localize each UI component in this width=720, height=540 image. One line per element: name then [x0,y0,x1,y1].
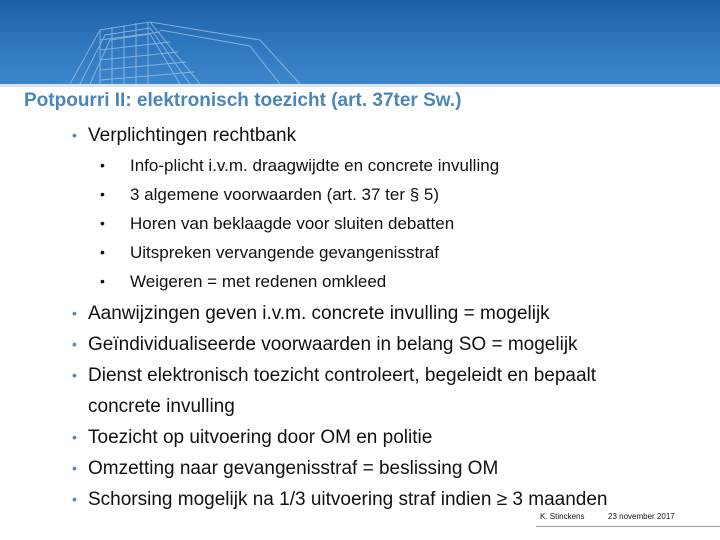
bullet-icon: • [72,491,77,507]
list-item-text: Verplichtingen rechtbank [88,125,297,146]
footer-date: 23 november 2017 [608,512,675,521]
bullet-icon: • [72,127,77,143]
header-divider [0,84,720,87]
list-item [72,298,702,329]
list-item-text: Geïndividualiseerde voorwaarden in belang SO = mogelijk [88,334,578,355]
list-item-text: Schorsing mogelijk na 1/3 uitvoering straf indien ≥ 3 maanden [88,489,608,510]
list-item-text: Dienst elektronisch toezicht controleert, begeleidt en bepaalt [88,365,597,386]
bullet-icon: • [72,429,77,445]
bullet-icon: • [100,157,105,173]
bullet-list-sub [100,151,499,296]
building-illustration [0,0,720,84]
slide-title: Potpourri II: elektronisch toezicht (art. 37ter Sw.) [24,90,462,111]
bullet-icon: • [72,460,77,476]
bullet-icon: • [100,215,105,231]
list-item [72,484,702,515]
list-item-text: Weigeren = met redenen omkleed [130,272,387,291]
bullet-list-main [72,120,296,151]
list-item [100,209,499,238]
list-item-text: 3 algemene voorwaarden (art. 37 ter § 5) [130,185,440,204]
bullet-icon: • [100,186,105,202]
list-item-text: Toezicht op uitvoering door OM en politie [88,427,433,448]
list-item-text-continued: concrete invulling [88,396,235,417]
list-item-text: Omzetting naar gevangenisstraf = beslissing OM [88,458,499,479]
bullet-icon: • [72,336,77,352]
list-item-text: Info-plicht i.v.m. draagwijdte en concrete invulling [130,156,500,175]
bullet-icon: • [72,305,77,321]
bullet-list-points [72,298,702,515]
list-item [72,422,702,453]
list-item [100,238,499,267]
list-item [72,329,702,360]
header-banner [0,0,720,84]
bullet-icon: • [72,367,77,383]
list-item-text: Horen van beklaagde voor sluiten debatten [130,214,455,233]
list-item-text: Aanwijzingen geven i.v.m. concrete invulling = mogelijk [88,303,550,324]
list-item [100,151,499,180]
list-item [72,453,702,484]
list-item [100,267,499,296]
footer-author: K. Stinckens [540,512,585,521]
bullet-icon: • [100,273,105,289]
list-item [72,120,296,151]
list-item [72,360,702,422]
bullet-icon: • [100,244,105,260]
footer-divider [536,526,720,527]
list-item [100,180,499,209]
list-item-text: Uitspreken vervangende gevangenisstraf [130,243,440,262]
